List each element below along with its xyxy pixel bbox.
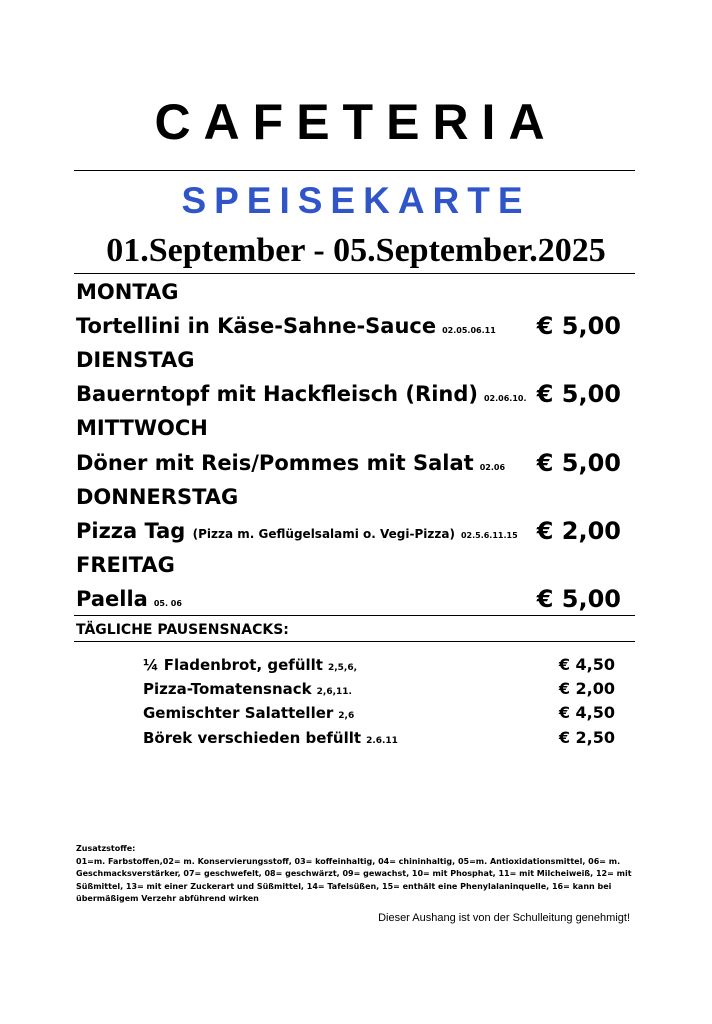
snack-price: € 4,50 [558, 703, 615, 722]
allergen-codes: 2,6 [338, 711, 355, 721]
dish-friday [76, 584, 621, 619]
day-label-thursday: DONNERSTAG [76, 485, 239, 509]
dish-monday [76, 311, 621, 346]
allergen-codes: 02.06.10. [483, 394, 527, 403]
dish-name: Bauerntopf mit Hackfleisch (Rind) [76, 382, 478, 406]
dish-price: € 5,00 [536, 449, 621, 477]
divider [74, 273, 635, 274]
divider [74, 170, 635, 171]
dish-note: (Pizza m. Geflügelsalami o. Vegi-Pizza) [192, 527, 455, 541]
dish-name: Döner mit Reis/Pommes mit Salat [76, 451, 474, 475]
page-title: CAFETERIA [154, 94, 558, 150]
snack-item [143, 678, 615, 703]
allergen-codes: 2.6.11 [366, 736, 398, 746]
additives-text: 01=m. Farbstoffen,02= m. Konservierungsstoff, 03= koffeinhaltig, 04= chininhaltig, 05=m. Antioxidationsmittel, 06= m. Geschmacksverstärker, 07= geschwefelt, 08= geschwärzt, 09= gewachst, 10= mit Phosphat, 11= mit Milcheiweiß, 12= mit Süßmittel, 13= mit einer Zuckerart und Süßmittel, 14= Tafelsüßen, 15= enthält eine Phenylalaninquelle, 16= kann bei übermäßigem Verzehr abführend wirken [76, 856, 632, 903]
dish-name: Pizza Tag [76, 519, 186, 543]
allergen-codes: 05. 06 [153, 599, 182, 608]
snack-item [143, 727, 615, 752]
snack-price: € 2,00 [558, 679, 615, 698]
snack-item [143, 702, 615, 727]
dish-name: Tortellini in Käse-Sahne-Sauce [76, 314, 437, 338]
dish-wednesday [76, 448, 621, 483]
additives-heading: Zusatzstoffe: [76, 844, 136, 853]
allergen-codes: 02.5.6.11.15 [460, 531, 518, 540]
date-range: 01.September - 05.September.2025 [106, 232, 606, 269]
allergen-codes: 2,5,6, [327, 663, 357, 673]
snack-price: € 4,50 [558, 655, 615, 674]
snack-name: ¼ Fladenbrot, gefüllt [143, 656, 323, 674]
dish-thursday [76, 516, 621, 551]
snack-name: Gemischter Salatteller [143, 704, 334, 722]
allergen-codes: 2,6,11. [316, 687, 352, 697]
snack-price: € 2,50 [558, 728, 615, 747]
dish-tuesday [76, 379, 621, 414]
day-label-monday: MONTAG [76, 280, 179, 304]
snacks-heading: TÄGLICHE PAUSENSNACKS: [76, 622, 289, 638]
day-label-friday: FREITAG [76, 553, 175, 577]
snack-name: Börek verschieden befüllt [143, 729, 362, 747]
dish-price: € 2,00 [536, 517, 621, 545]
allergen-codes: 02.06 [479, 463, 506, 472]
divider [74, 615, 635, 616]
snack-item [143, 654, 615, 679]
day-label-wednesday: MITTWOCH [76, 416, 208, 440]
dish-price: € 5,00 [536, 312, 621, 340]
divider [74, 641, 635, 642]
dish-price: € 5,00 [536, 380, 621, 408]
page-subtitle: SPEISEKARTE [181, 180, 531, 221]
dish-price: € 5,00 [536, 585, 621, 613]
additives-legend [76, 843, 636, 906]
snack-name: Pizza-Tomatensnack [143, 680, 312, 698]
dish-name: Paella [76, 587, 148, 611]
day-label-tuesday: DIENSTAG [76, 348, 195, 372]
allergen-codes: 02.05.06.11 [442, 326, 496, 335]
approval-note: Dieser Aushang ist von der Schulleitung genehmigt! [378, 912, 630, 924]
